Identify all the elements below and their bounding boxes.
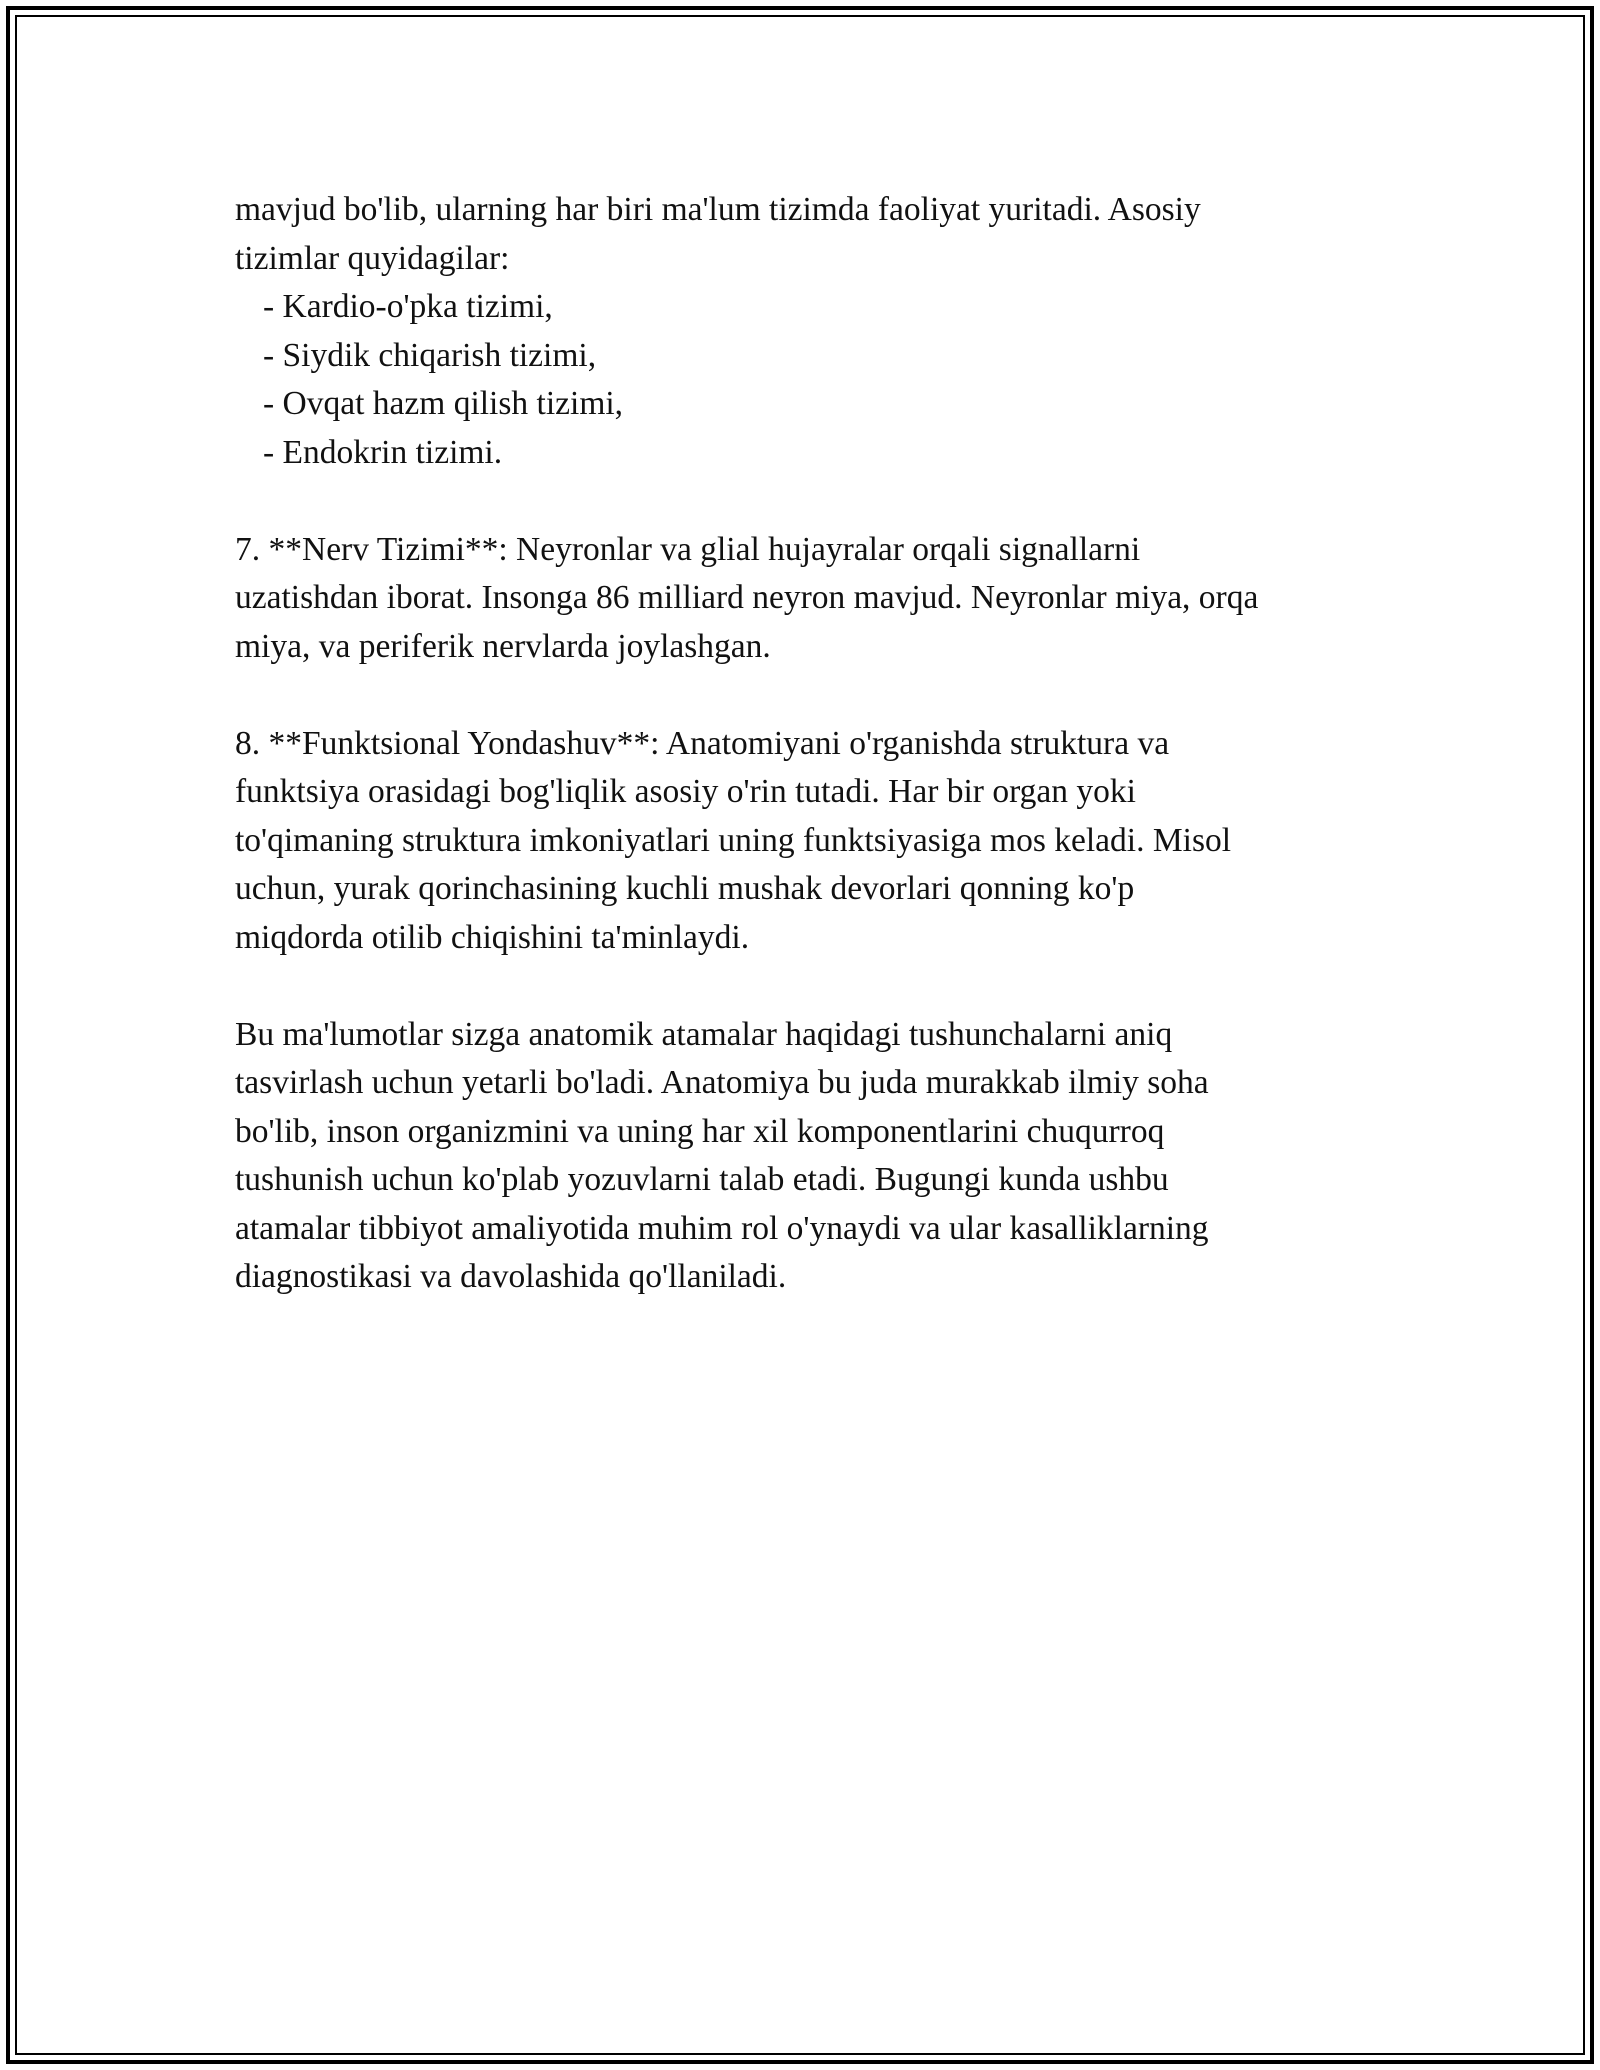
list-item: - Kardio-o'pka tizimi, xyxy=(263,288,553,325)
text-line: 8. **Funktsional Yondashuv**: Anatomiyani o'rganishda struktura va xyxy=(235,724,1170,762)
text-line: tushunish uchun ko'plab yozuvlarni talab etadi. Bugungi kunda ushbu xyxy=(235,1161,1169,1198)
text-line: mavjud bo'lib, ularning har biri ma'lum tizimda faoliyat yuritadi. Asosiy xyxy=(235,191,1201,228)
text-line: miqdorda otilib chiqishini ta'minlaydi. xyxy=(235,918,750,956)
text-line: funktsiya orasidagi bog'liqlik asosiy o'rin tutadi. Har bir organ yoki xyxy=(235,773,1136,810)
paragraph-spacer xyxy=(235,477,1395,526)
text-line: miya, va periferik nervlarda joylashgan. xyxy=(235,627,771,665)
section-8-paragraph xyxy=(235,720,1395,963)
list-item: - Endokrin tizimi. xyxy=(263,433,503,471)
list-item: - Ovqat hazm qilish tizimi, xyxy=(263,385,624,422)
text-line: uzatishdan iborat. Insonga 86 milliard neyron mavjud. Neyronlar miya, orqa xyxy=(235,579,1259,616)
paragraph-spacer xyxy=(235,671,1395,720)
document-body xyxy=(235,186,1395,1302)
text-line: bo'lib, inson organizmini va uning har xil komponentlarini chuqurroq xyxy=(235,1112,1165,1150)
list-item: - Siydik chiqarish tizimi, xyxy=(263,336,597,374)
systems-list xyxy=(235,283,1395,477)
paragraph-spacer xyxy=(235,962,1395,1011)
conclusion-paragraph xyxy=(235,1011,1395,1302)
text-line: 7. **Nerv Tizimi**: Neyronlar va glial hujayralar orqali signallarni xyxy=(235,530,1141,568)
text-line: uchun, yurak qorinchasining kuchli mushak devorlari qonning ko'p xyxy=(235,870,1135,907)
section-7-paragraph xyxy=(235,526,1395,672)
text-line: to'qimaning struktura imkoniyatlari uning funktsiyasiga mos keladi. Misol xyxy=(235,821,1232,859)
text-line: atamalar tibbiyot amaliyotida muhim rol o'ynaydi va ular kasalliklarning xyxy=(235,1209,1209,1247)
text-line: tasvirlash uchun yetarli bo'ladi. Anatomiya bu juda murakkab ilmiy soha xyxy=(235,1064,1209,1101)
text-line: diagnostikasi va davolashida qo'llaniladi. xyxy=(235,1258,787,1295)
text-line: Bu ma'lumotlar sizga anatomik atamalar haqidagi tushunchalarni aniq xyxy=(235,1015,1173,1053)
text-line: tizimlar quyidagilar: xyxy=(235,239,510,277)
intro-paragraph xyxy=(235,186,1395,283)
